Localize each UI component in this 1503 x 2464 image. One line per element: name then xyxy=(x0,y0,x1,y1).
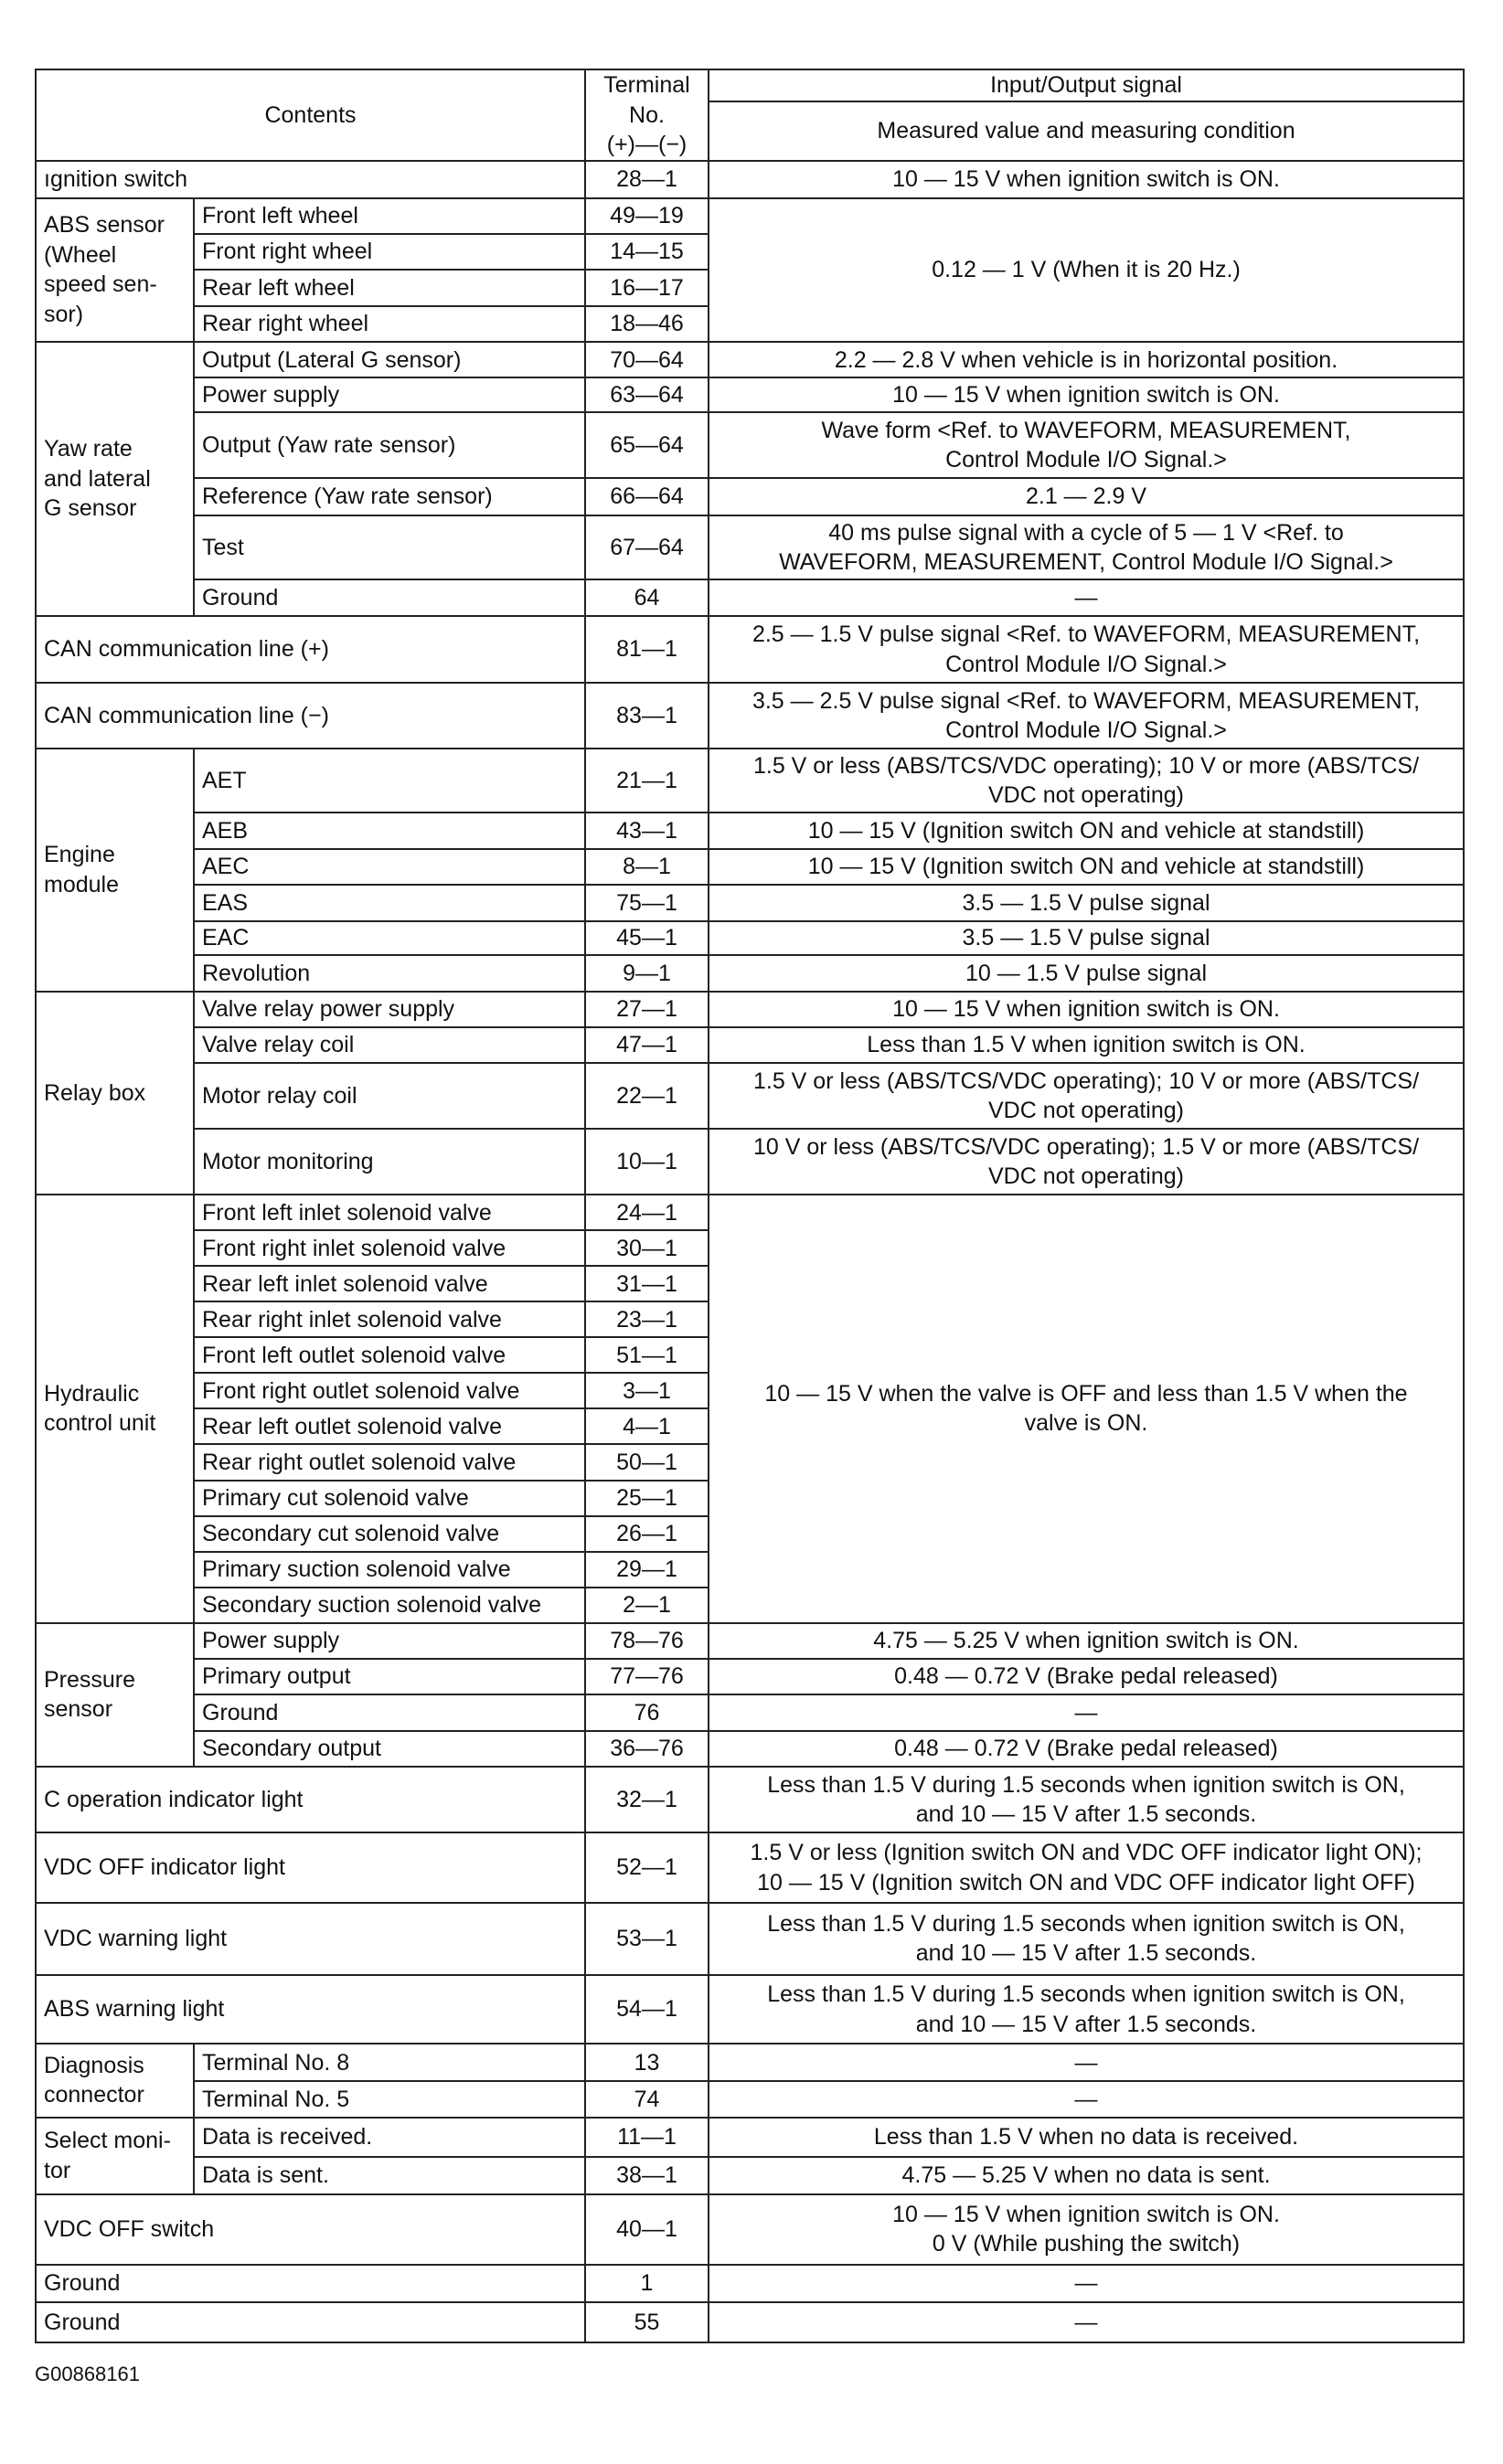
item-label: Power supply xyxy=(194,1623,585,1659)
group-label: Pressure sensor xyxy=(36,1623,194,1768)
row-label: ABS warning light xyxy=(36,1975,585,2044)
signal-value: Less than 1.5 V when no data is received. xyxy=(709,2118,1464,2157)
table-row xyxy=(36,1623,1464,1659)
item-label: Revolution xyxy=(194,955,585,991)
terminal-number: 43—1 xyxy=(585,812,709,848)
item-label: Terminal No. 5 xyxy=(194,2081,585,2117)
terminal-number: 55 xyxy=(585,2302,709,2343)
signal-value: Less than 1.5 V when ignition switch is ON. xyxy=(709,1027,1464,1063)
group-label: Yaw rate and lateral G sensor xyxy=(36,342,194,616)
item-label: Data is received. xyxy=(194,2118,585,2157)
table-row xyxy=(36,1027,1464,1063)
terminal-number: 13 xyxy=(585,2044,709,2081)
terminal-number: 22—1 xyxy=(585,1063,709,1129)
header-measured: Measured value and measuring condition xyxy=(709,101,1464,161)
signal-value: 4.75 — 5.25 V when no data is sent. xyxy=(709,2157,1464,2194)
table-row xyxy=(36,515,1464,579)
signal-value: 1.5 V or less (ABS/TCS/VDC operating); 10 V or more (ABS/TCS/ VDC not operating) xyxy=(709,749,1464,812)
item-label: EAC xyxy=(194,921,585,956)
group-label: Hydraulic control unit xyxy=(36,1195,194,1622)
signal-value: 1.5 V or less (ABS/TCS/VDC operating); 10 V or more (ABS/TCS/ VDC not operating) xyxy=(709,1063,1464,1129)
item-label: Rear right wheel xyxy=(194,306,585,342)
table-row xyxy=(36,849,1464,885)
terminal-number: 78—76 xyxy=(585,1623,709,1659)
table-row xyxy=(36,616,1464,684)
table-row xyxy=(36,2081,1464,2117)
signal-value: 10 V or less (ABS/TCS/VDC operating); 1.5 V or more (ABS/TCS/ VDC not operating) xyxy=(709,1129,1464,1195)
item-label: Rear right inlet solenoid valve xyxy=(194,1301,585,1337)
terminal-number: 28—1 xyxy=(585,161,709,198)
group-label: ABS sensor (Wheel speed sen- sor) xyxy=(36,198,194,343)
item-label: Ground xyxy=(194,1694,585,1730)
terminal-number: 74 xyxy=(585,2081,709,2117)
item-label: Valve relay coil xyxy=(194,1027,585,1063)
row-label: C operation indicator light xyxy=(36,1767,585,1832)
table-row xyxy=(36,812,1464,848)
signal-value: 10 — 1.5 V pulse signal xyxy=(709,955,1464,991)
terminal-number: 81—1 xyxy=(585,616,709,684)
header-contents: Contents xyxy=(36,69,585,161)
row-label: CAN communication line (−) xyxy=(36,683,585,749)
group-label: Diagnosis connector xyxy=(36,2044,194,2117)
table-row xyxy=(36,1975,1464,2044)
item-label: Motor monitoring xyxy=(194,1129,585,1195)
table-row xyxy=(36,749,1464,812)
item-label: Secondary suction solenoid valve xyxy=(194,1588,585,1623)
terminal-number: 27—1 xyxy=(585,992,709,1027)
terminal-number: 3—1 xyxy=(585,1373,709,1408)
terminal-number: 54—1 xyxy=(585,1975,709,2044)
terminal-number: 49—19 xyxy=(585,198,709,234)
terminal-number: 76 xyxy=(585,1694,709,1730)
item-label: Data is sent. xyxy=(194,2157,585,2194)
terminal-number: 24—1 xyxy=(585,1195,709,1230)
terminal-number: 45—1 xyxy=(585,921,709,956)
signal-value: 1.5 V or less (Ignition switch ON and VDC OFF indicator light ON); 10 — 15 V (Ignition switch ON and VDC OFF indicator light OFF) xyxy=(709,1832,1464,1903)
signal-value: 10 — 15 V (Ignition switch ON and vehicle at standstill) xyxy=(709,849,1464,885)
table-row xyxy=(36,412,1464,478)
signal-value: 3.5 — 1.5 V pulse signal xyxy=(709,885,1464,920)
item-label: Primary suction solenoid valve xyxy=(194,1552,585,1588)
row-label: ıgnition switch xyxy=(36,161,585,198)
terminal-number: 75—1 xyxy=(585,885,709,920)
terminal-number: 36—76 xyxy=(585,1731,709,1767)
table-row xyxy=(36,2302,1464,2343)
signal-value: 10 — 15 V when ignition switch is ON. xyxy=(709,161,1464,198)
signal-value: Less than 1.5 V during 1.5 seconds when ignition switch is ON, and 10 — 15 V after 1.5 seconds. xyxy=(709,1903,1464,1975)
item-label: Front left outlet solenoid valve xyxy=(194,1337,585,1373)
terminal-number: 66—64 xyxy=(585,478,709,515)
terminal-number: 11—1 xyxy=(585,2118,709,2157)
item-label: Front right inlet solenoid valve xyxy=(194,1230,585,1266)
signal-value: 3.5 — 1.5 V pulse signal xyxy=(709,921,1464,956)
terminal-number: 10—1 xyxy=(585,1129,709,1195)
signal-value: 40 ms pulse signal with a cycle of 5 — 1 V <Ref. to WAVEFORM, MEASUREMENT, Control Module I/O Signal.> xyxy=(709,515,1464,579)
signal-value: — xyxy=(709,579,1464,615)
terminal-number: 21—1 xyxy=(585,749,709,812)
table-row xyxy=(36,579,1464,615)
row-label: CAN communication line (+) xyxy=(36,616,585,684)
terminal-number: 70—64 xyxy=(585,342,709,377)
signal-value: 10 — 15 V when ignition switch is ON. xyxy=(709,992,1464,1027)
table-row xyxy=(36,198,1464,234)
terminal-number: 8—1 xyxy=(585,849,709,885)
terminal-number: 26—1 xyxy=(585,1516,709,1552)
item-label: Power supply xyxy=(194,377,585,412)
terminal-number: 9—1 xyxy=(585,955,709,991)
signal-value: 2.5 — 1.5 V pulse signal <Ref. to WAVEFORM, MEASUREMENT, Control Module I/O Signal.> xyxy=(709,616,1464,684)
terminal-number: 2—1 xyxy=(585,1588,709,1623)
signal-value: — xyxy=(709,2265,1464,2302)
signal-value: Less than 1.5 V during 1.5 seconds when ignition switch is ON, and 10 — 15 V after 1.5 seconds. xyxy=(709,1975,1464,2044)
item-label: Front left inlet solenoid valve xyxy=(194,1195,585,1230)
terminal-number: 83—1 xyxy=(585,683,709,749)
terminal-number: 53—1 xyxy=(585,1903,709,1975)
figure-code: G00868161 xyxy=(35,2363,140,2385)
terminal-number: 31—1 xyxy=(585,1266,709,1301)
terminal-number: 32—1 xyxy=(585,1767,709,1832)
item-label: Ground xyxy=(194,579,585,615)
item-label: Front right wheel xyxy=(194,234,585,270)
table-row xyxy=(36,921,1464,956)
item-label: Front right outlet solenoid valve xyxy=(194,1373,585,1408)
item-label: Output (Lateral G sensor) xyxy=(194,342,585,377)
signal-value: 0.48 — 0.72 V (Brake pedal released) xyxy=(709,1659,1464,1694)
terminal-number: 1 xyxy=(585,2265,709,2302)
item-label: AET xyxy=(194,749,585,812)
signal-value: 10 — 15 V when ignition switch is ON. xyxy=(709,377,1464,412)
table-row xyxy=(36,2194,1464,2265)
item-label: Front left wheel xyxy=(194,198,585,234)
item-label: Test xyxy=(194,515,585,579)
item-label: AEB xyxy=(194,812,585,848)
item-label: Secondary output xyxy=(194,1731,585,1767)
item-label: Primary output xyxy=(194,1659,585,1694)
table-row xyxy=(36,1731,1464,1767)
terminal-number: 65—64 xyxy=(585,412,709,478)
table-row xyxy=(36,161,1464,198)
table-row xyxy=(36,2118,1464,2157)
item-label: Rear left inlet solenoid valve xyxy=(194,1266,585,1301)
signal-value: 4.75 — 5.25 V when ignition switch is ON. xyxy=(709,1623,1464,1659)
table-row xyxy=(36,1063,1464,1129)
terminal-number: 67—64 xyxy=(585,515,709,579)
signal-value: — xyxy=(709,2044,1464,2081)
item-label: Valve relay power supply xyxy=(194,992,585,1027)
terminal-number: 4—1 xyxy=(585,1408,709,1444)
group-label: Engine module xyxy=(36,749,194,991)
item-label: Terminal No. 8 xyxy=(194,2044,585,2081)
terminal-number: 25—1 xyxy=(585,1481,709,1516)
signal-value: 0.12 — 1 V (When it is 20 Hz.) xyxy=(709,198,1464,343)
signal-value: 10 — 15 V when ignition switch is ON. 0 V (While pushing the switch) xyxy=(709,2194,1464,2265)
signal-value: Wave form <Ref. to WAVEFORM, MEASUREMENT, Control Module I/O Signal.> xyxy=(709,412,1464,478)
table-row xyxy=(36,342,1464,377)
row-label: Ground xyxy=(36,2302,585,2343)
terminal-signal-table xyxy=(35,69,1465,2343)
terminal-number: 30—1 xyxy=(585,1230,709,1266)
table-row xyxy=(36,885,1464,920)
table-row xyxy=(36,1659,1464,1694)
terminal-number: 38—1 xyxy=(585,2157,709,2194)
table-row xyxy=(36,955,1464,991)
signal-value: — xyxy=(709,2302,1464,2343)
table-row xyxy=(36,1767,1464,1832)
item-label: Secondary cut solenoid valve xyxy=(194,1516,585,1552)
table-row xyxy=(36,478,1464,515)
signal-value: 0.48 — 0.72 V (Brake pedal released) xyxy=(709,1731,1464,1767)
signal-value: 10 — 15 V when the valve is OFF and less than 1.5 V when the valve is ON. xyxy=(709,1195,1464,1622)
item-label: Rear left outlet solenoid valve xyxy=(194,1408,585,1444)
terminal-number: 29—1 xyxy=(585,1552,709,1588)
item-label: Rear left wheel xyxy=(194,270,585,305)
terminal-number: 63—64 xyxy=(585,377,709,412)
terminal-number: 77—76 xyxy=(585,1659,709,1694)
item-label: Motor relay coil xyxy=(194,1063,585,1129)
group-label: Select moni- tor xyxy=(36,2118,194,2194)
terminal-number: 52—1 xyxy=(585,1832,709,1903)
terminal-number: 51—1 xyxy=(585,1337,709,1373)
row-label: VDC OFF switch xyxy=(36,2194,585,2265)
table-row xyxy=(36,1129,1464,1195)
signal-value: Less than 1.5 V during 1.5 seconds when ignition switch is ON, and 10 — 15 V after 1.5 seconds. xyxy=(709,1767,1464,1832)
item-label: Reference (Yaw rate sensor) xyxy=(194,478,585,515)
terminal-number: 64 xyxy=(585,579,709,615)
table-row xyxy=(36,2044,1464,2081)
table-row xyxy=(36,1832,1464,1903)
signal-value: — xyxy=(709,2081,1464,2117)
item-label: Output (Yaw rate sensor) xyxy=(194,412,585,478)
signal-value: — xyxy=(709,1694,1464,1730)
item-label: AEC xyxy=(194,849,585,885)
table-row xyxy=(36,1903,1464,1975)
signal-value: 2.2 — 2.8 V when vehicle is in horizontal position. xyxy=(709,342,1464,377)
table-row xyxy=(36,683,1464,749)
table-row xyxy=(36,1694,1464,1730)
terminal-number: 47—1 xyxy=(585,1027,709,1063)
item-label: Primary cut solenoid valve xyxy=(194,1481,585,1516)
table-row xyxy=(36,1195,1464,1230)
signal-value: 10 — 15 V (Ignition switch ON and vehicle at standstill) xyxy=(709,812,1464,848)
table-row xyxy=(36,2265,1464,2302)
header-terminal: Terminal No. (+)—(−) xyxy=(585,69,709,161)
header-io-signal: Input/Output signal xyxy=(709,69,1464,101)
row-label: VDC OFF indicator light xyxy=(36,1832,585,1903)
row-label: Ground xyxy=(36,2265,585,2302)
terminal-number: 50—1 xyxy=(585,1444,709,1480)
item-label: EAS xyxy=(194,885,585,920)
terminal-number: 23—1 xyxy=(585,1301,709,1337)
group-label: Relay box xyxy=(36,992,194,1195)
signal-value: 2.1 — 2.9 V xyxy=(709,478,1464,515)
terminal-number: 40—1 xyxy=(585,2194,709,2265)
table-row xyxy=(36,2157,1464,2194)
table-row xyxy=(36,992,1464,1027)
table-row xyxy=(36,377,1464,412)
terminal-number: 18—46 xyxy=(585,306,709,342)
signal-value: 3.5 — 2.5 V pulse signal <Ref. to WAVEFORM, MEASUREMENT, Control Module I/O Signal.> xyxy=(709,683,1464,749)
item-label: Rear right outlet solenoid valve xyxy=(194,1444,585,1480)
row-label: VDC warning light xyxy=(36,1903,585,1975)
terminal-number: 16—17 xyxy=(585,270,709,305)
terminal-number: 14—15 xyxy=(585,234,709,270)
